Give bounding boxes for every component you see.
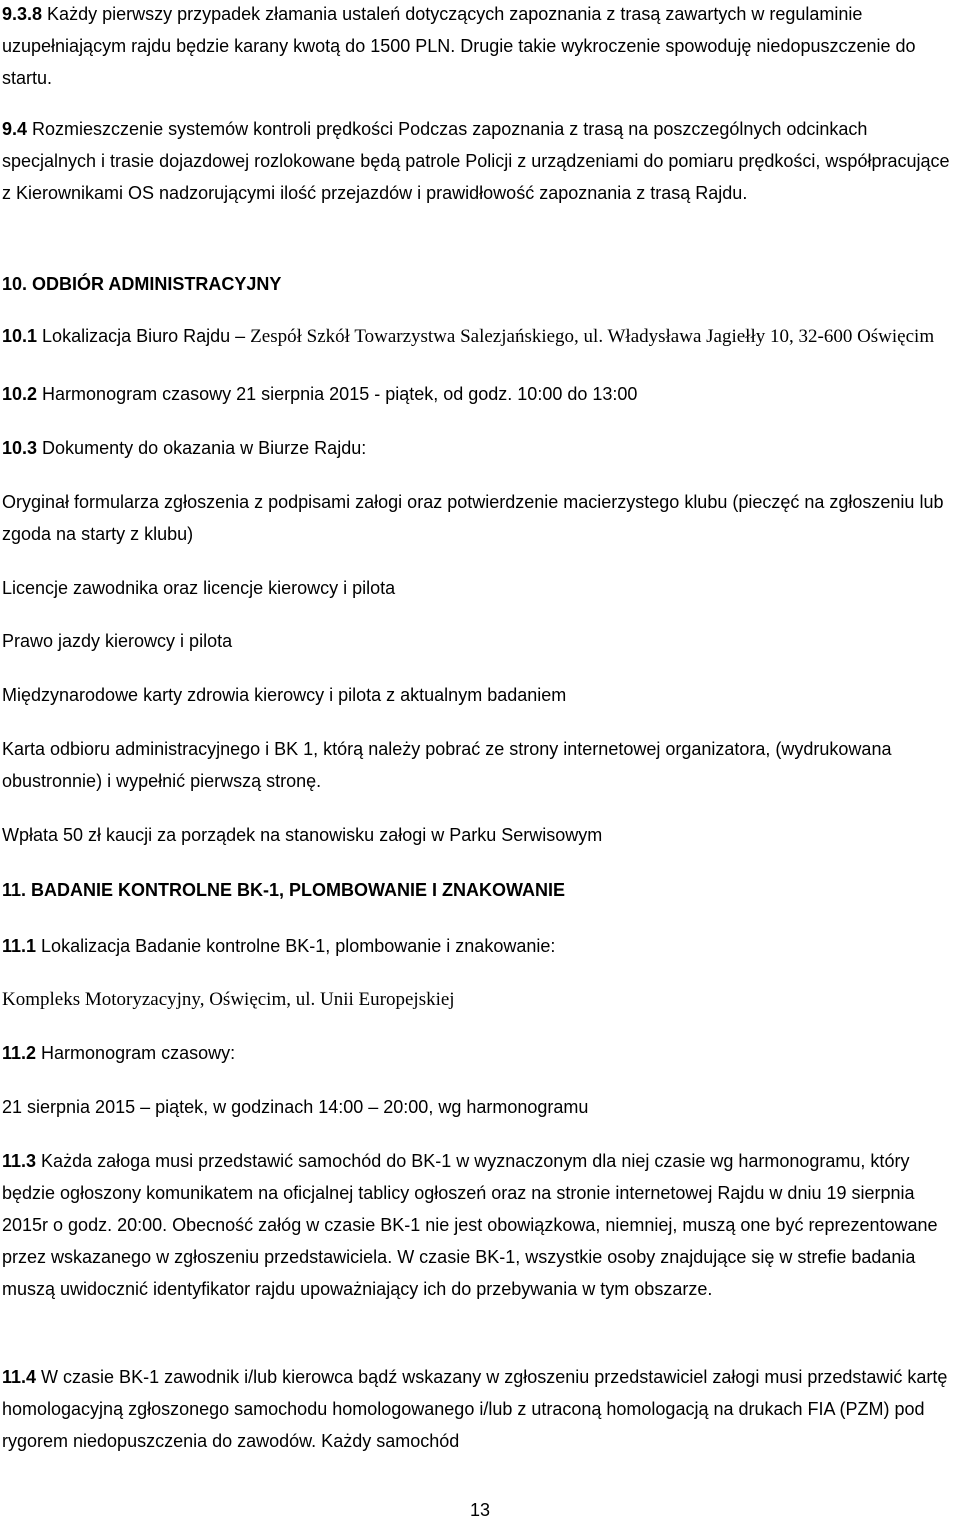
paragraph-10-2	[2, 378, 952, 410]
document-item: Międzynarodowe karty zdrowia kierowcy i pilota z aktualnym badaniem	[2, 685, 567, 705]
section-number: 10.1	[2, 326, 38, 346]
paragraph-text: W czasie BK-1 zawodnik i/lub kierowca bądź wskazany w zgłoszeniu przedstawiciel załogi musi przedstawić kartę homologacyjną zgłoszonego samochodu homologowanego i/lub z utraconą homologacją na drukach FIA (PZM) pod rygorem niedopuszczenia do zawodów. Każdy samochód	[2, 1367, 948, 1451]
paragraph-10-3	[2, 432, 952, 464]
office-location: Zespół Szkół Towarzystwa Salezjańskiego, ul. Władysława Jagiełły 10, 32-600 Oświęcim	[250, 326, 935, 347]
paragraph-text: Każda załoga musi przedstawić samochód do BK-1 w wyznaczonym dla niej czasie wg harmonogramu, który będzie ogłoszony komunikatem na oficjalnej tablicy ogłoszeń oraz na stronie internetowej Rajdu w dniu 19 sierpnia 2015r o godz. 20:00. Obecność załóg w czasie BK-1 nie jest obowiązkowa, niemniej, muszą one być reprezentowane przez wskazanego w zgłoszeniu przedstawiciela. W czasie BK-1, wszystkie osoby znajdujące się w strefie badania muszą uwidocznić identyfikator rajdu upoważniający ich do przebywania w tym obszarze.	[2, 1151, 938, 1299]
section-number: 11.1	[2, 936, 37, 956]
paragraph-11-2	[2, 1037, 952, 1069]
document-item: Licencje zawodnika oraz licencje kierowcy i pilota	[2, 578, 396, 598]
heading-section-10: 10. ODBIÓR ADMINISTRACYJNY	[2, 274, 282, 294]
document-item: Oryginał formularza zgłoszenia z podpisami załogi oraz potwierdzenie macierzystego klubu (pieczęć na zgłoszeniu lub zgoda na starty z klubu)	[2, 492, 944, 544]
paragraph-text: Dokumenty do okazania w Biurze Rajdu:	[37, 438, 367, 458]
paragraph-11-1	[2, 930, 952, 962]
document-item: Wpłata 50 zł kaucji za porządek na stanowisku załogi w Parku Serwisowym	[2, 825, 603, 845]
section-number: 10.3	[2, 438, 38, 458]
paragraph-text: Rozmieszczenie systemów kontroli prędkości Podczas zapoznania z trasą na poszczególnych odcinkach specjalnych i trasie dojazdowej rozlokowane będą patrole Policji z urządzeniami do pomiaru prędkości, współpracujące z Kierownikami OS nadzorującymi ilość przejazdów i prawidłowość zapoznania z trasą Rajdu.	[2, 119, 950, 203]
paragraph-text: Harmonogram czasowy 21 sierpnia 2015 - piątek, od godz. 10:00 do 13:00	[37, 384, 638, 404]
section-number: 11.2	[2, 1043, 37, 1063]
inspection-location: Kompleks Motoryzacyjny, Oświęcim, ul. Unii Europejskiej	[2, 989, 455, 1010]
paragraph-text: Lokalizacja Badanie kontrolne BK-1, plombowanie i znakowanie:	[36, 936, 556, 956]
paragraph-9-4	[2, 113, 952, 209]
section-number: 9.3.8	[2, 4, 43, 24]
paragraph-text: Lokalizacja Biuro Rajdu –	[37, 326, 251, 346]
inspection-schedule: 21 sierpnia 2015 – piątek, w godzinach 14:00 – 20:00, wg harmonogramu	[2, 1097, 589, 1117]
paragraph-9-3-8	[2, 0, 952, 94]
paragraph-11-3	[2, 1145, 952, 1305]
section-number: 9.4	[2, 119, 28, 139]
section-number: 11.4	[2, 1367, 37, 1387]
paragraph-10-1	[2, 320, 952, 353]
section-number: 10.2	[2, 384, 38, 404]
heading-section-11: 11. BADANIE KONTROLNE BK-1, PLOMBOWANIE I ZNAKOWANIE	[2, 880, 566, 900]
paragraph-text: Harmonogram czasowy:	[36, 1043, 236, 1063]
document-item: Prawo jazdy kierowcy i pilota	[2, 631, 233, 651]
page-number: 13	[469, 1500, 491, 1520]
paragraph-11-4	[2, 1361, 952, 1457]
document-item: Karta odbioru administracyjnego i BK 1, którą należy pobrać ze strony internetowej organizatora, (wydrukowana obustronnie) i wypełnić pierwszą stronę.	[2, 739, 892, 791]
paragraph-text: Każdy pierwszy przypadek złamania ustaleń dotyczących zapoznania z trasą zawartych w regulaminie uzupełniającym rajdu będzie karany kwotą do 1500 PLN. Drugie takie wykroczenie spowoduję niedopuszczenie do startu.	[2, 4, 916, 88]
section-number: 11.3	[2, 1151, 37, 1171]
